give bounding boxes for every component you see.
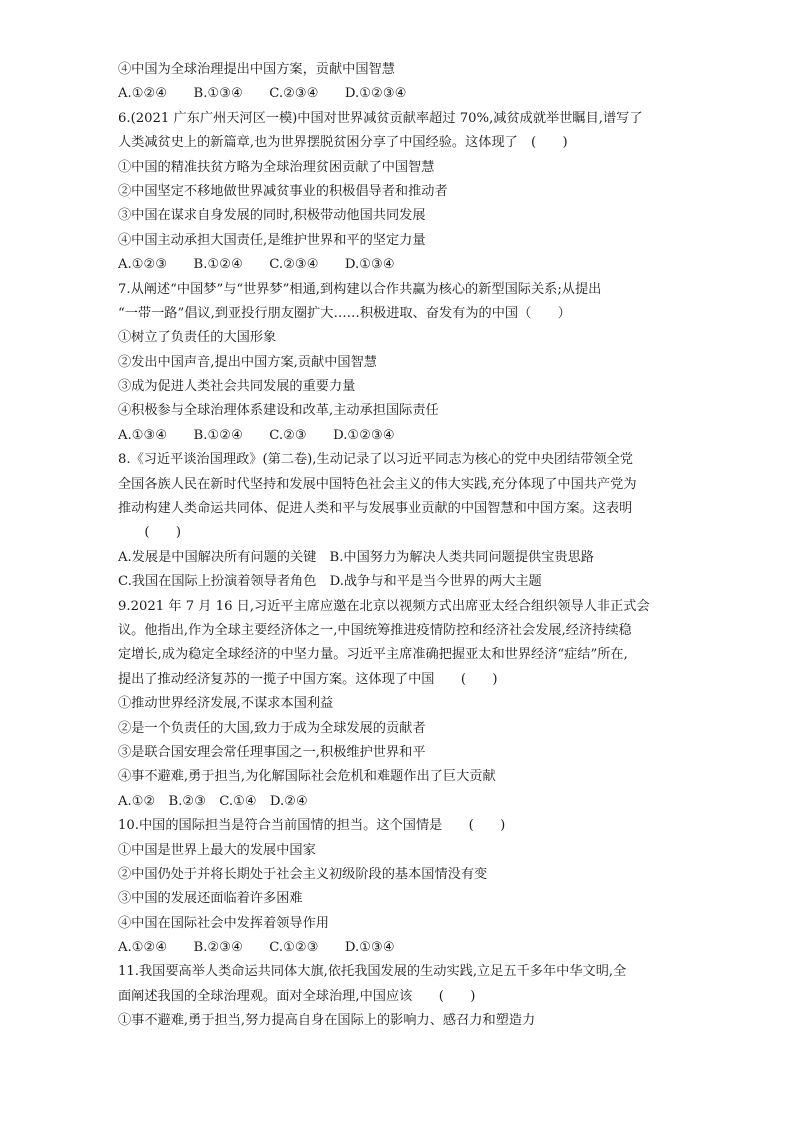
answer-options: A.①②③ B.①②④ C.②③④ D.①③④ — [118, 257, 395, 273]
answer-options: C.我国在国际上扮演着领导者角色 D.战争与和平是当今世界的两大主题 — [118, 574, 542, 590]
document-page — [118, 58, 678, 1034]
question-10-stem: 10.中国的国际担当是符合当前国情的担当。这个国情是 ( ) — [118, 818, 506, 834]
answer-options: A.发展是中国解决所有问题的关键 B.中国努力为解决人类共同问题提供宝贵思路 — [118, 549, 594, 565]
statement-3: ③是联合国安理会常任理事国之一,积极维护世界和平 — [118, 744, 426, 760]
statement-3: ③中国在谋求自身发展的同时,积极带动他国共同发展 — [118, 208, 426, 224]
statement-3: ③中国的发展还面临着许多困难 — [118, 891, 303, 907]
text-line: ④中国为全球治理提出中国方案，贡献中国智慧 — [118, 62, 395, 77]
statement-1: ①中国的精准扶贫方略为全球治理贫困贡献了中国智慧 — [118, 159, 435, 175]
statement-2: ②发出中国声音,提出中国方案,贡献中国智慧 — [118, 354, 377, 370]
text-line: 人类减贫史上的新篇章,也为世界摆脱贫困分享了中国经验。这体现了 ( ) — [118, 135, 568, 151]
statement-4: ④中国在国际社会中发挥着领导作用 — [118, 915, 329, 931]
text-line: 提出了推动经济复苏的一揽子中国方案。这体现了中国 ( ) — [118, 671, 498, 687]
statement-1: ①树立了负责任的大国形象 — [118, 330, 277, 346]
text-line: 推动构建人类命运共同体、促进人类和平与发展事业贡献的中国智慧和中国方案。这表明 — [118, 501, 633, 517]
answer-bracket: ( ) — [118, 525, 182, 541]
statement-4: ④积极参与全球治理体系建设和改革,主动承担国际责任 — [118, 403, 439, 419]
question-6-stem: 6.(2021 广东广州天河区一模)中国对世界减贫贡献率超过 70%,减贫成就举世瞩目,谱写了 — [118, 110, 643, 126]
answer-options: A.①② B.②③ C.①④ D.②④ — [118, 793, 308, 809]
statement-2: ②是一个负责任的大国,致力于成为全球发展的贡献者 — [118, 720, 426, 736]
answer-options: A.①②④ B.②③④ C.①②③ D.①③④ — [118, 940, 395, 956]
statement-4: ④事不避难,勇于担当,为化解国际社会危机和难题作出了巨大贡献 — [118, 769, 496, 785]
text-line: 议。他指出,作为全球主要经济体之一,中国统筹推进疫情防控和经济社会发展,经济持续稳 — [118, 622, 632, 638]
question-7-stem: 7.从阐述“中国梦”与“世界梦”相通,到构建以合作共赢为核心的新型国际关系;从提出 — [118, 281, 602, 297]
question-11-stem: 11.我国要高举人类命运共同体大旗,依托我国发展的生动实践,立足五千多年中华文明,全 — [118, 964, 627, 980]
statement-3: ③成为促进人类社会共同发展的重要力量 — [118, 379, 356, 395]
text-line: 定增长,成为稳定全球经济的中坚力量。习近平主席准确把握亚太和世界经济“症结”所在, — [118, 647, 628, 663]
statement-1: ①推动世界经济发展,不谋求本国利益 — [118, 696, 334, 712]
text-line: 全国各族人民在新时代坚持和发展中国特色社会主义的伟大实践,充分体现了中国共产党为 — [118, 476, 637, 492]
question-8-stem: 8.《习近平谈治国理政》(第二卷),生动记录了以习近平同志为核心的党中央团结带领全党 — [118, 452, 633, 468]
answer-options: A.①②④ B.①③④ C.②③④ D.①②③④ — [118, 86, 407, 102]
text-line: 面阐述我国的全球治理观。面对全球治理,中国应该 ( ) — [118, 988, 476, 1004]
statement-2: ②中国坚定不移地做世界减贫事业的积极倡导者和推动者 — [118, 183, 448, 199]
answer-options: A.①③④ B.①②④ C.②③ D.①②③④ — [118, 427, 395, 443]
text-line: “一带一路”倡议,到亚投行朋友圈扩大……积极进取、奋发有为的中国（ ） — [118, 305, 571, 321]
question-9-stem: 9.2021 年 7 月 16 日,习近平主席应邀在北京以视频方式出席亚太经合组织领导人非正式会 — [118, 598, 650, 614]
statement-1: ①中国是世界上最大的发展中国家 — [118, 842, 316, 858]
statement-1: ①事不避难,勇于担当,努力提高自身在国际上的影响力、感召力和塑造力 — [118, 1013, 536, 1029]
statement-4: ④中国主动承担大国责任,是维护世界和平的坚定力量 — [118, 232, 426, 248]
statement-2: ②中国仍处于并将长期处于社会主义初级阶段的基本国情没有变 — [118, 866, 488, 882]
